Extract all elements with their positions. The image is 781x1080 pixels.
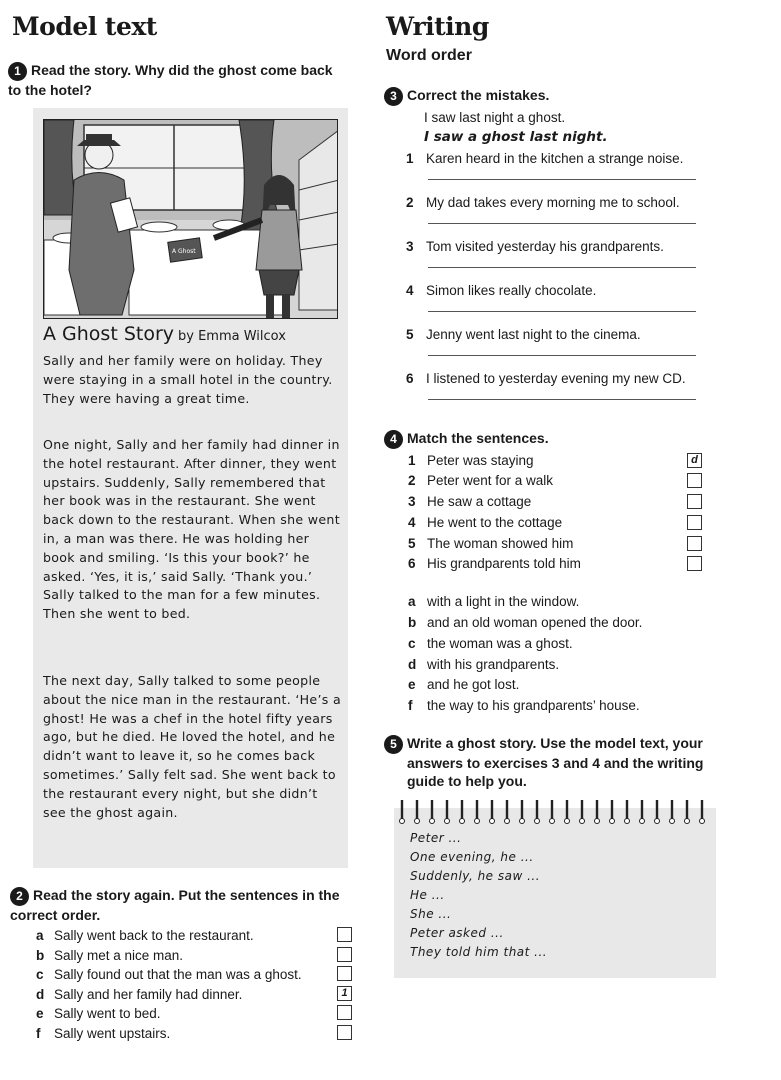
example-sentence: I saw last night a ghost. (424, 110, 566, 125)
notebook-spiral (394, 796, 716, 826)
guide-line: Peter asked ... (410, 926, 504, 940)
exercise-number-badge: 4 (384, 430, 403, 449)
list-item: a Sally went back to the restaurant. (36, 926, 352, 946)
correction-item: 2 My dad takes every morning me to school. (406, 195, 696, 239)
correction-item: 3 Tom visited yesterday his grandparents. (406, 239, 696, 283)
answer-line[interactable] (428, 355, 696, 356)
list-item: e Sally went to bed. (36, 1004, 352, 1024)
story-paragraph-3: The next day, Sally talked to some people about the nice man in the restaurant. ‘He’s a ghost! He was a chef in the hotel fifty years ago, but he died. He loved the hotel, and he didn’t want to leave it, so he comes back sometimes.’ Sally felt sad. She went back to the restaurant every night, but she didn’t see the ghost again. (43, 673, 341, 820)
example-answer: I saw a ghost last night. (424, 129, 608, 145)
exercise-number-badge: 3 (384, 87, 403, 106)
list-item: c Sally found out that the man was a ghost. (36, 965, 352, 985)
exercise-1-instruction: 1 Read the story. Why did the ghost come back to the hotel? (8, 62, 333, 98)
answer-box[interactable] (337, 966, 352, 981)
exercise-number-badge: 2 (10, 887, 29, 906)
match-option: e and he got lost. (408, 677, 520, 692)
list-item: b Sally met a nice man. (36, 946, 352, 966)
correction-item: 1 Karen heard in the kitchen a strange noise. (406, 151, 696, 195)
match-option: a with a light in the window. (408, 594, 580, 609)
guide-line: He ... (410, 888, 445, 902)
left-section-title: Model text (12, 12, 157, 41)
answer-box[interactable] (687, 473, 702, 488)
story-paragraph-1: Sally and her family were on holiday. They were staying in a small hotel in the country. They were having a great time. (43, 353, 333, 406)
exercise-2-instruction: 2 Read the story again. Put the sentences in the correct order. (10, 887, 340, 923)
list-item: f Sally went upstairs. (36, 1024, 352, 1044)
exercise-3-instruction: 3 Correct the mistakes. (384, 86, 549, 106)
guide-line: She ... (410, 907, 452, 921)
match-option: f the way to his grandparents’ house. (408, 698, 640, 713)
answer-line[interactable] (428, 179, 696, 180)
answer-box[interactable] (687, 536, 702, 551)
answer-box[interactable] (337, 1005, 352, 1020)
match-option: c the woman was a ghost. (408, 636, 573, 651)
exercise-5-instruction: 5 Write a ghost story. Use the model text, your answers to exercises 3 and 4 and the writing guide to help you. (384, 734, 719, 790)
order-list (36, 926, 352, 1044)
story-paragraph-2: One night, Sally and her family had dinner in the hotel restaurant. After dinner, they went upstairs. Suddenly, Sally remembered that her book was in the restaurant. She went back down to the restaurant. When she went in, a man was there. He was holding her book and smiling. ‘Is this your book?’ he asked. ‘Yes, it is,’ said Sally. ‘Thank you.’ Sally talked to the man for a few minutes. Then she went to bed. (43, 437, 340, 622)
answer-box[interactable] (687, 515, 702, 530)
answer-line[interactable] (428, 267, 696, 268)
right-section-subtitle: Word order (386, 47, 472, 64)
match-item: 6 His grandparents told him (408, 553, 702, 574)
answer-box[interactable] (687, 556, 702, 571)
match-item: 4 He went to the cottage (408, 512, 702, 533)
exercise-4-instruction: 4 Match the sentences. (384, 429, 549, 449)
story-title: A Ghost Story by Emma Wilcox (43, 323, 286, 345)
answer-box[interactable] (337, 1025, 352, 1040)
exercise-number-badge: 1 (8, 62, 27, 81)
story-panel (33, 108, 348, 868)
answer-line[interactable] (428, 311, 696, 312)
answer-line[interactable] (428, 399, 696, 400)
book-title-text: A Ghost (172, 248, 196, 255)
match-item: 5 The woman showed him (408, 533, 702, 554)
answer-box[interactable] (337, 927, 352, 942)
correction-item: 6 I listened to yesterday evening my new CD. (406, 371, 696, 415)
answer-box[interactable] (337, 947, 352, 962)
answer-box[interactable]: 1 (337, 986, 352, 1001)
correction-item: 4 Simon likes really chocolate. (406, 283, 696, 327)
answer-line[interactable] (428, 223, 696, 224)
exercise-number-badge: 5 (384, 735, 403, 754)
match-item: 1 Peter was staying d (408, 450, 702, 471)
answer-box[interactable] (687, 494, 702, 509)
guide-line: One evening, he ... (410, 850, 534, 864)
match-item: 2 Peter went for a walk (408, 470, 702, 491)
match-item: 3 He saw a cottage (408, 491, 702, 512)
right-section-title: Writing (386, 12, 489, 41)
story-illustration (43, 119, 338, 319)
correction-item: 5 Jenny went last night to the cinema. (406, 327, 696, 371)
answer-box[interactable]: d (687, 453, 702, 468)
guide-line: They told him that ... (410, 945, 548, 959)
match-option: b and an old woman opened the door. (408, 615, 643, 630)
list-item: d Sally and her family had dinner. 1 (36, 985, 352, 1005)
story-author: by Emma Wilcox (178, 329, 286, 344)
guide-line: Suddenly, he saw ... (410, 869, 541, 883)
match-option: d with his grandparents. (408, 657, 560, 672)
guide-line: Peter ... (410, 831, 462, 845)
